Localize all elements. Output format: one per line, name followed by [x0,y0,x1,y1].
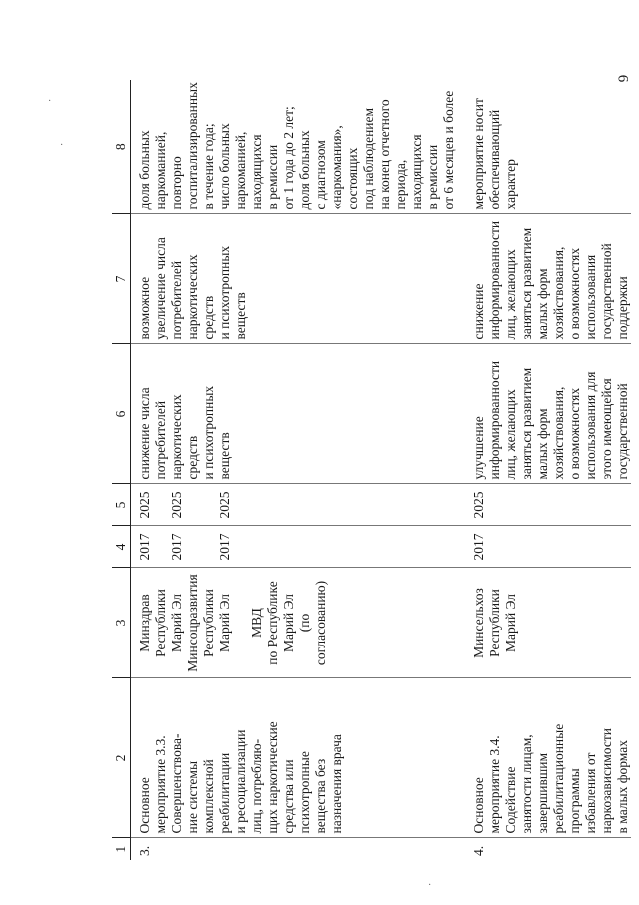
non-implementation-consequence-cell: снижение информированности лиц, желающих заняться развитием малых форм хозяйствования, о возможностях использования государственной поддержки [457,214,631,344]
scan-speck: · [60,140,64,151]
executor-cell: Минздрав Республики Марий Эл Минсоцразвития Республики Марий Эл МВД по Республике Марий Эл (по согласованию) [131,568,458,678]
measure-cell: Основное мероприятие 3.3. Совершенствова- ние системы комплексной реабилитации и ресоциализации лиц, потребляю- щих наркотические средства или психотропные вещества без назначения врача [131,678,458,838]
program-measures-table [112,80,631,860]
expected-result-cell: снижение числа потребителей наркотических средств и психотропных веществ [131,344,458,484]
indicator-link-cell: мероприятие носит обеспечивающий характер [457,80,631,214]
column-header-5: 5 [112,484,131,526]
column-header-8: 8 [112,80,131,214]
table-row [131,80,458,860]
start-year-cell: 2017 2017 2017 [131,526,458,568]
column-header-3: 3 [112,568,131,678]
column-header-4: 4 [112,526,131,568]
scan-speck: · [428,880,432,891]
column-header-1: 1 [112,838,131,860]
measure-cell: Основное мероприятие 3.4. Содействие занятости лицам, завершившим реабилитационные программы избавления от наркозависимости в малых формах [457,678,631,838]
column-header-7: 7 [112,214,131,344]
column-header-6: 6 [112,344,131,484]
non-implementation-consequence-cell: возможное увеличение числа потребителей наркотических средств и психотропных веществ [131,214,458,344]
scan-speck: · [48,96,52,107]
header-row [112,80,131,860]
row-number-cell: 3. [137,845,152,856]
end-year-cell: 2025 [457,484,631,526]
expected-result-cell: улучшение информированности лиц, желающих заняться развитием малых форм хозяйствования, о возможностях использования для этого имеющейся государственной [457,344,631,484]
rotated-table-container [112,80,630,860]
page-number: 6 [614,74,631,83]
column-header-2: 2 [112,678,131,838]
end-year-cell: 2025 2025 2025 [131,484,458,526]
row-number-cell: 4. [471,845,486,856]
executor-cell: Минсельхоз Республики Марий Эл [457,568,631,678]
table-row [457,80,631,860]
indicator-link-cell: доля больных наркоманией, повторно госпитализированных в течение года; число больных наркоманией, находящихся в ремиссии от 1 года до 2 лет; доля больных с диагнозом «наркомания», состоящих под наблюдением на конец отчетного периода, находящихся в ремиссии от 6 месяцев и более [131,80,458,214]
start-year-cell: 2017 [457,526,631,568]
